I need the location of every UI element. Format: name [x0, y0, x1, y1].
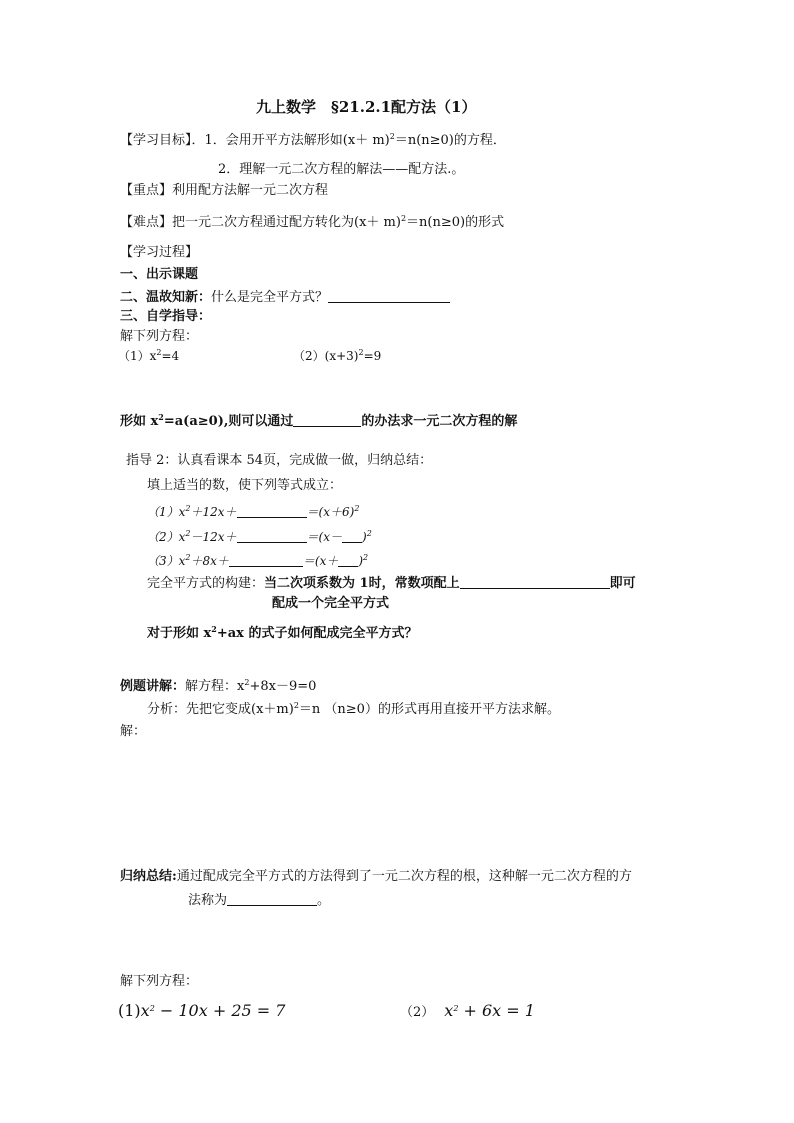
problem-1: $(1)x^2 - 10x + 25 = 7$: [118, 1001, 286, 1020]
page-title: 九上数学 §21.2.1配方法（1）: [256, 98, 477, 116]
construction-text: 当二次项系数为 1时，常数项配上: [264, 576, 460, 591]
fill-equation-3: $(3)x^2+8x+ =(x+ )^2$: [147, 553, 369, 568]
summary-label: 归纳总结:: [120, 869, 177, 884]
construction-label: 完全平方式的构建：: [147, 576, 265, 591]
fill-blank-2a[interactable]: [237, 529, 307, 543]
process-heading: 【学习过程】: [120, 245, 199, 260]
example-label: 例题讲解：: [120, 679, 186, 694]
section-2: [120, 289, 450, 304]
construction-line-2: 配成一个完全平方式: [272, 596, 390, 611]
difficulty-label: 【难点】: [120, 215, 173, 230]
review-answer-blank[interactable]: [328, 289, 450, 303]
difficulty-text: 把一元二次方程通过配方转化为(x＋ m): [172, 215, 401, 230]
summary: [120, 870, 632, 883]
example-equation: 解方程：$x^2+8x-9=0$: [185, 678, 317, 694]
analysis: 分析：先把它变成$(x+m)^2=n$ （n≥0）的形式再用直接开平方法求解。: [147, 701, 560, 717]
solve-prompt-2: 解下列方程：: [120, 974, 199, 989]
section-3: 三、自学指导：: [120, 309, 212, 324]
construction-rule: [147, 575, 636, 590]
goal-1-exponent: 2: [389, 132, 395, 141]
fill-prompt: 填上适当的数，使下列等式成立：: [147, 478, 343, 493]
key-point: [120, 184, 328, 197]
method-blank[interactable]: [293, 413, 361, 427]
equation-1: $(1)x^2=4$: [118, 348, 180, 363]
question: 对于形如 $x^2+ax$ 的式子如何配成完全平方式？: [147, 624, 418, 641]
fill-equation-1: $(1)x^2+12x+ =(x+6)^2$: [147, 504, 360, 519]
equation-2: $(2)(x+3)^2=9$: [293, 348, 382, 363]
method-name-blank[interactable]: [227, 892, 317, 906]
section-2-text: 什么是完全平方式？: [211, 290, 329, 305]
solve-prompt-1: 解下列方程：: [120, 329, 199, 344]
learning-goals: [120, 134, 506, 147]
difficulty-tail: ＝n(n≥0)的形式: [406, 215, 505, 230]
summary-line-2: 法称为 。: [188, 893, 331, 908]
difficulty-exponent: 2: [400, 214, 407, 223]
goal-1: ．1．会用开平方法解形如(x＋ m): [191, 133, 390, 148]
guide-2: 指导 2：认真看课本 54页，完成做一做，归纳总结：: [126, 453, 433, 468]
fill-blank-3b[interactable]: [338, 553, 358, 567]
problem-2: （2） $x^2 + 6x = 1$: [400, 1001, 535, 1020]
fill-blank-3a[interactable]: [229, 553, 303, 567]
section-2-label: 二、温故知新：: [120, 290, 212, 305]
example: [120, 680, 316, 693]
key-point-text: 利用配方法解一元二次方程: [172, 183, 329, 198]
goals-label: 【学习目标】: [120, 133, 192, 148]
goal-1-tail: ＝n(n≥0)的方程．: [394, 133, 506, 148]
fill-blank-1[interactable]: [237, 504, 307, 518]
fill-equation-2: $(2)x^2-12x+ =(x- )^2$: [147, 529, 372, 544]
constant-term-blank[interactable]: [460, 575, 610, 589]
form-statement: 形如 $x^2=a(a\ge 0)$,则可以通过 的办法求一元二次方程的解: [120, 412, 518, 429]
summary-text: 通过配成完全平方式的方法得到了一元二次方程的根，这种解一元二次方程的方: [176, 869, 632, 884]
goal-2: 2．理解一元二次方程的解法——配方法.。: [218, 162, 465, 177]
key-point-label: 【重点】: [120, 183, 173, 198]
section-1: 一、出示课题: [120, 267, 199, 282]
difficulty: [120, 216, 504, 229]
solution-label: 解：: [120, 724, 147, 739]
fill-blank-2b[interactable]: [342, 529, 362, 543]
construction-tail: 即可: [609, 576, 636, 591]
